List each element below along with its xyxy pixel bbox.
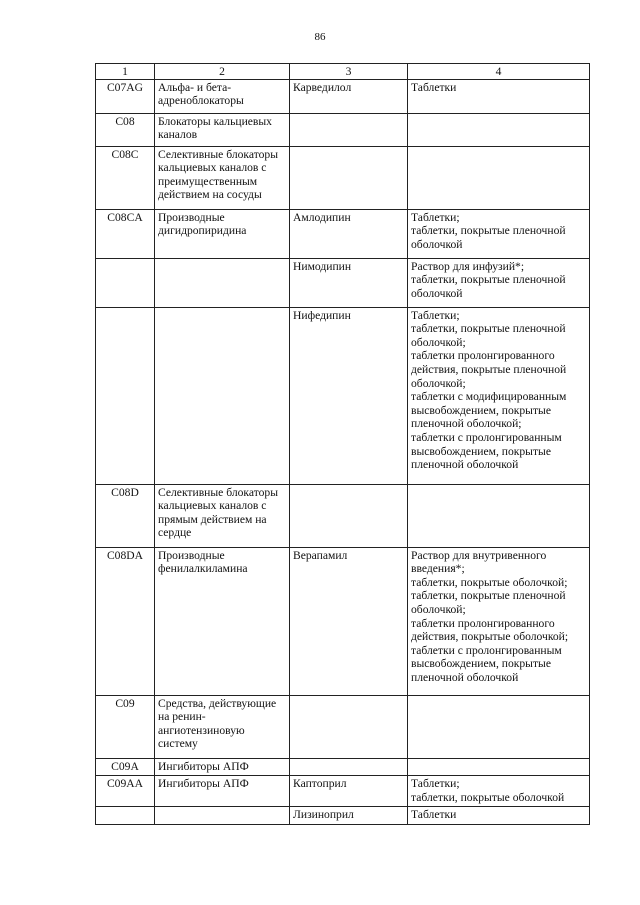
drug-name-cell: Каптоприл [290, 776, 408, 807]
dosage-form: таблетки с модифицированным высвобождением, покрытые пленочной оболочкой; [411, 390, 567, 431]
group-name-cell: Ингибиторы АПФ [155, 758, 290, 776]
atc-code-cell: C09A [96, 758, 155, 776]
dosage-form: таблетки пролонгированного действия, покрытые пленочной оболочкой; [411, 349, 567, 390]
dosage-forms-cell [408, 758, 590, 776]
atc-code-cell: C07AG [96, 79, 155, 113]
dosage-forms-cell [408, 79, 590, 113]
table-row [96, 776, 590, 807]
dosage-form: Таблетки; [411, 308, 460, 322]
drug-table [95, 63, 590, 825]
group-name-cell: Производные фенилалкиламина [155, 547, 290, 695]
table-body [96, 79, 590, 824]
drug-name-cell: Нимодипин [290, 258, 408, 307]
drug-name-cell [290, 146, 408, 209]
atc-code-cell [96, 307, 155, 484]
atc-code-cell: C09AA [96, 776, 155, 807]
table-row [96, 547, 590, 695]
atc-code-cell: C08C [96, 146, 155, 209]
dosage-forms-cell [408, 695, 590, 758]
group-name-cell [155, 258, 290, 307]
atc-code-cell [96, 807, 155, 825]
dosage-forms-cell [408, 484, 590, 547]
dosage-form: таблетки, покрытые пленочной оболочкой [411, 224, 566, 251]
dosage-form: Раствор для внутривенного введения*; [411, 548, 547, 576]
dosage-forms-cell [408, 307, 590, 484]
group-name-cell: Средства, действующие на ренин-ангиотензиновую систему [155, 695, 290, 758]
dosage-form: таблетки, покрытые оболочкой [411, 790, 565, 804]
drug-name-cell: Карведилол [290, 79, 408, 113]
group-name-cell: Производные дигидропиридина [155, 209, 290, 258]
dosage-forms-cell [408, 776, 590, 807]
drug-name-cell [290, 695, 408, 758]
table-header-row [96, 64, 590, 80]
drug-name-cell: Лизиноприл [290, 807, 408, 825]
table-row [96, 758, 590, 776]
group-name-cell: Блокаторы кальциевых каналов [155, 113, 290, 146]
dosage-form: Таблетки [411, 80, 457, 94]
dosage-form: таблетки с пролонгированным высвобождением, покрытые пленочной оболочкой [411, 643, 562, 684]
column-header: 4 [408, 64, 590, 80]
dosage-form: таблетки, покрытые пленочной оболочкой [411, 273, 566, 300]
group-name-cell [155, 807, 290, 825]
dosage-forms-cell [408, 209, 590, 258]
atc-code-cell: C08 [96, 113, 155, 146]
table-row [96, 79, 590, 113]
table-row [96, 209, 590, 258]
drug-name-cell: Амлодипин [290, 209, 408, 258]
column-header: 3 [290, 64, 408, 80]
table-row [96, 484, 590, 547]
drug-name-cell [290, 484, 408, 547]
table-row [96, 258, 590, 307]
drug-name-cell [290, 758, 408, 776]
group-name-cell: Селективные блокаторы кальциевых каналов с прямым действием на сердце [155, 484, 290, 547]
column-header: 1 [96, 64, 155, 80]
table-row [96, 146, 590, 209]
dosage-form: Таблетки; [411, 777, 460, 791]
dosage-form: таблетки, покрытые оболочкой; [411, 575, 568, 589]
dosage-form: таблетки с пролонгированным высвобождением, покрытые пленочной оболочкой [411, 430, 562, 472]
dosage-forms-cell [408, 146, 590, 209]
dosage-forms-cell [408, 807, 590, 825]
group-name-cell: Альфа- и бета-адреноблокаторы [155, 79, 290, 113]
atc-code-cell: C08DA [96, 547, 155, 695]
dosage-forms-cell [408, 547, 590, 695]
group-name-cell [155, 307, 290, 484]
table-row [96, 113, 590, 146]
atc-code-cell: C08D [96, 484, 155, 547]
dosage-forms-cell [408, 113, 590, 146]
table-row [96, 807, 590, 825]
table-row [96, 695, 590, 758]
drug-name-cell: Верапамил [290, 547, 408, 695]
atc-code-cell: C08CA [96, 209, 155, 258]
page-number: 86 [314, 31, 326, 43]
dosage-form: таблетки пролонгированного действия, покрытые оболочкой; [411, 616, 569, 644]
table-row [96, 307, 590, 484]
column-header: 2 [155, 64, 290, 80]
group-name-cell: Селективные блокаторы кальциевых каналов с преимущественным действием на сосуды [155, 146, 290, 209]
dosage-form: таблетки, покрытые пленочной оболочкой; [411, 322, 566, 349]
dosage-form: Раствор для инфузий*; [411, 259, 525, 273]
drug-name-cell [290, 113, 408, 146]
dosage-form: Таблетки; [411, 210, 460, 224]
dosage-forms-cell [408, 258, 590, 307]
dosage-form: Таблетки [411, 808, 457, 822]
atc-code-cell [96, 258, 155, 307]
dosage-form: таблетки, покрытые пленочной оболочкой; [411, 589, 566, 616]
group-name-cell: Ингибиторы АПФ [155, 776, 290, 807]
drug-name-cell: Нифедипин [290, 307, 408, 484]
atc-code-cell: C09 [96, 695, 155, 758]
